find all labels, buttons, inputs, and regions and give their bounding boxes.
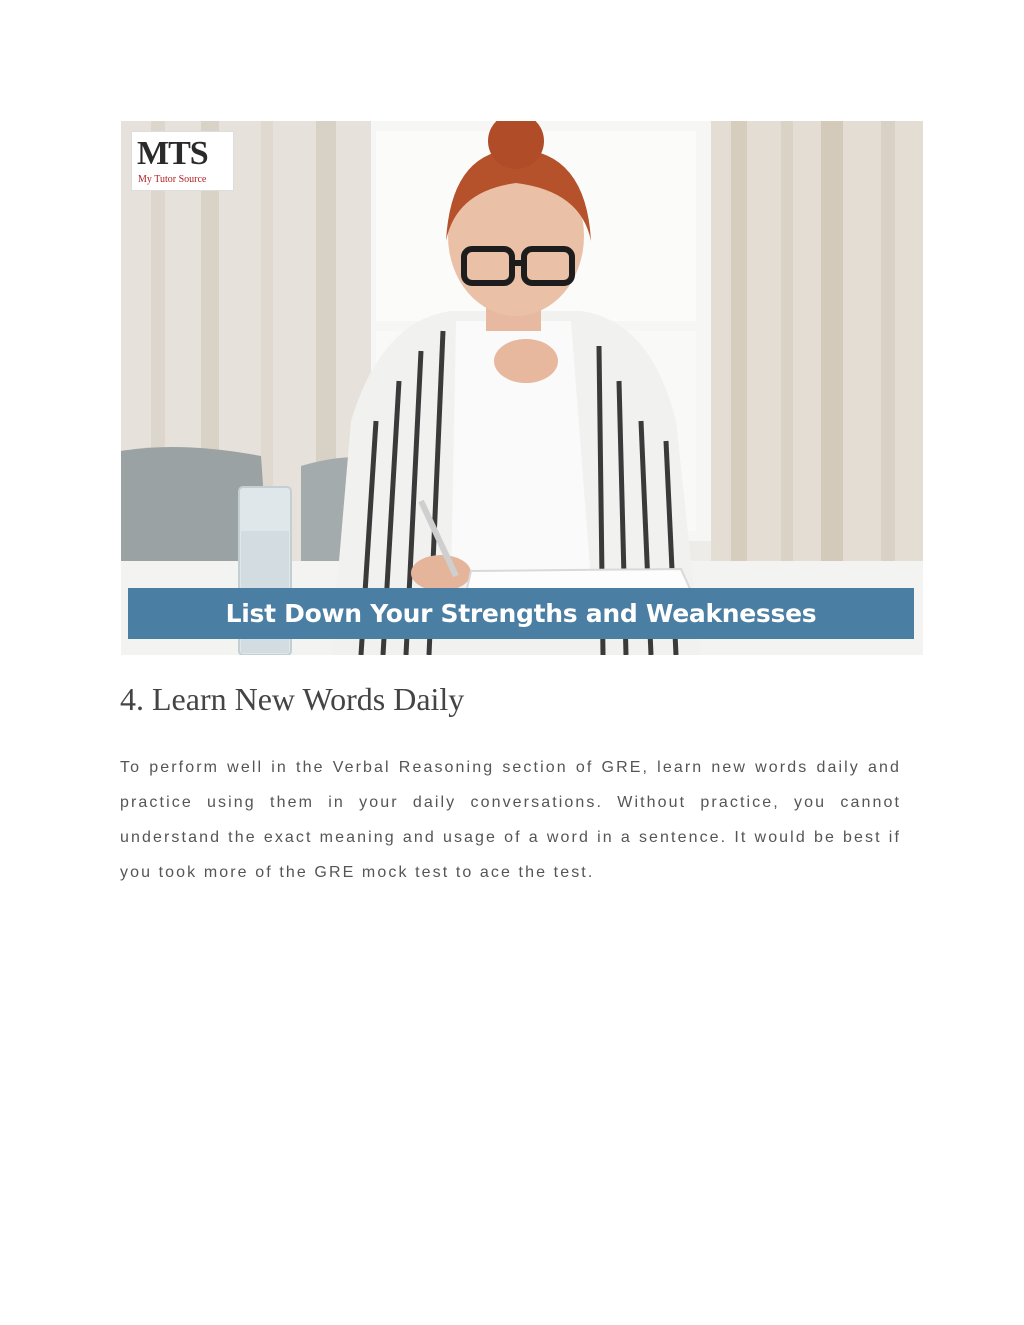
banner-text: List Down Your Strengths and Weaknesses (225, 599, 817, 628)
hero-image (121, 121, 923, 655)
logo-mark: MTS (137, 135, 208, 172)
woman-writing-photo (121, 121, 923, 655)
section-paragraph: To perform well in the Verbal Reasoning section of GRE, learn new words daily and practice using them in your daily conversations. Without practice, you cannot understand the exact meaning and usage of a word in a sentence. It would be best if you took more of the GRE mock test to ace the test. (120, 759, 901, 881)
image-caption-banner (128, 588, 914, 639)
brand-logo (131, 131, 234, 191)
section-heading: 4. Learn New Words Daily (120, 681, 465, 717)
logo-tagline: My Tutor Source (138, 174, 207, 185)
